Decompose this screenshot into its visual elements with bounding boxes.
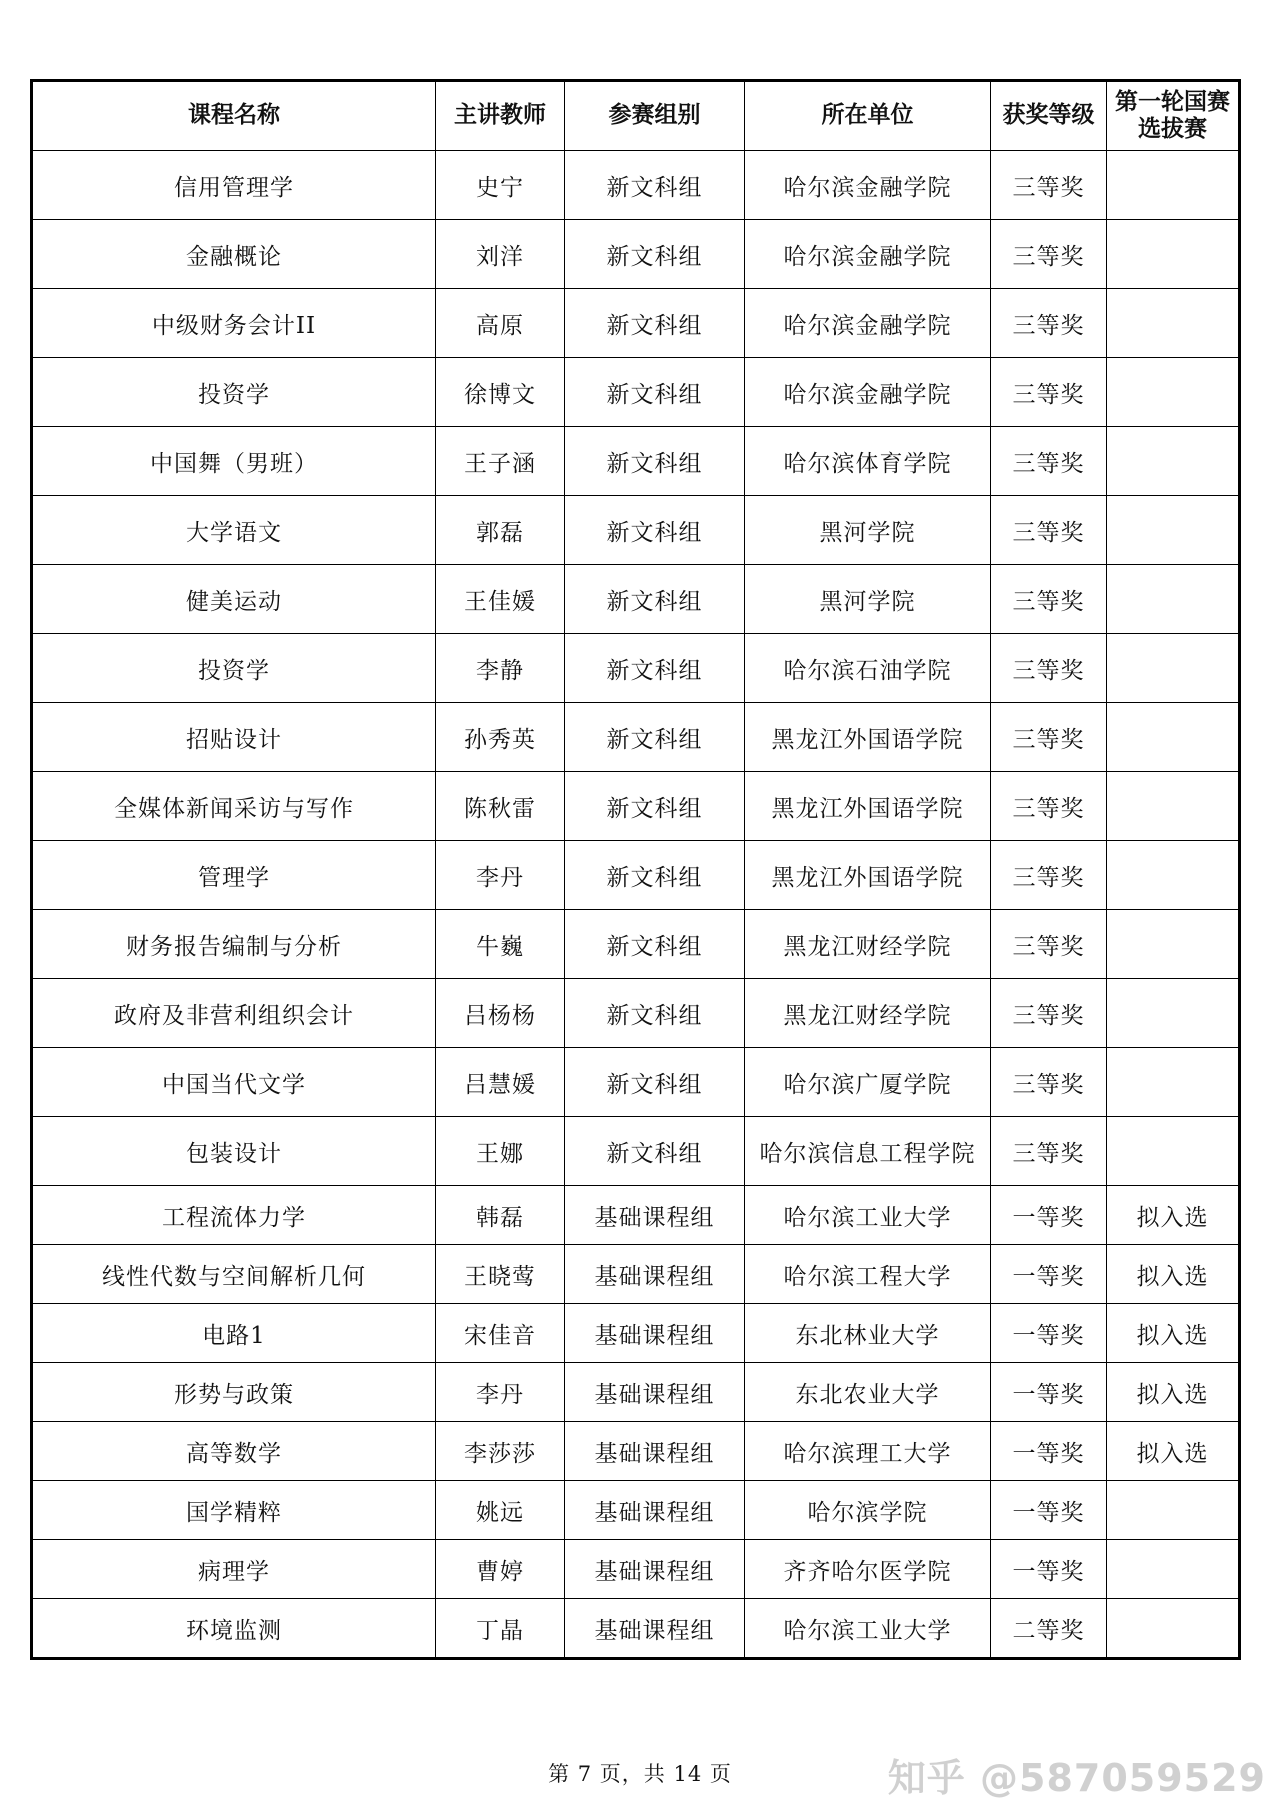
cell-award-level: 三等奖: [991, 1048, 1107, 1117]
cell-national-selection: [1107, 289, 1240, 358]
cell-award-level: 一等奖: [991, 1363, 1107, 1422]
cell-course-name: 中国舞（男班）: [32, 427, 436, 496]
cell-award-level: 三等奖: [991, 979, 1107, 1048]
cell-teacher: 吕慧媛: [436, 1048, 565, 1117]
cell-teacher: 王晓莺: [436, 1245, 565, 1304]
cell-national-selection: 拟入选: [1107, 1363, 1240, 1422]
table-row: [32, 427, 1240, 496]
cell-national-selection: [1107, 151, 1240, 220]
cell-course-name: 线性代数与空间解析几何: [32, 1245, 436, 1304]
cell-institution: 东北林业大学: [745, 1304, 991, 1363]
header-institution: 所在单位: [745, 81, 991, 151]
cell-institution: 黑龙江外国语学院: [745, 841, 991, 910]
table-row: [32, 1481, 1240, 1540]
cell-teacher: 史宁: [436, 151, 565, 220]
cell-national-selection: [1107, 1117, 1240, 1186]
cell-national-selection: [1107, 841, 1240, 910]
header-award-level: 获奖等级: [991, 81, 1107, 151]
cell-group: 新文科组: [565, 427, 745, 496]
cell-teacher: 刘洋: [436, 220, 565, 289]
cell-national-selection: [1107, 496, 1240, 565]
table-row: [32, 634, 1240, 703]
cell-institution: 哈尔滨信息工程学院: [745, 1117, 991, 1186]
header-row: [32, 81, 1240, 151]
cell-national-selection: 拟入选: [1107, 1422, 1240, 1481]
cell-group: 新文科组: [565, 565, 745, 634]
cell-group: 新文科组: [565, 703, 745, 772]
cell-course-name: 金融概论: [32, 220, 436, 289]
cell-group: 基础课程组: [565, 1363, 745, 1422]
cell-national-selection: 拟入选: [1107, 1186, 1240, 1245]
cell-institution: 哈尔滨工程大学: [745, 1245, 991, 1304]
cell-teacher: 韩磊: [436, 1186, 565, 1245]
cell-teacher: 李莎莎: [436, 1422, 565, 1481]
cell-course-name: 环境监测: [32, 1599, 436, 1659]
cell-award-level: 三等奖: [991, 634, 1107, 703]
cell-award-level: 三等奖: [991, 565, 1107, 634]
cell-award-level: 三等奖: [991, 772, 1107, 841]
cell-award-level: 二等奖: [991, 1599, 1107, 1659]
table-row: [32, 1599, 1240, 1659]
watermark: 知乎 @587059529: [887, 1756, 1266, 1800]
cell-group: 新文科组: [565, 220, 745, 289]
header-course-name: 课程名称: [32, 81, 436, 151]
cell-institution: 东北农业大学: [745, 1363, 991, 1422]
cell-course-name: 投资学: [32, 634, 436, 703]
cell-teacher: 王佳媛: [436, 565, 565, 634]
cell-course-name: 中级财务会计II: [32, 289, 436, 358]
cell-national-selection: 拟入选: [1107, 1245, 1240, 1304]
cell-group: 新文科组: [565, 151, 745, 220]
header-teacher: 主讲教师: [436, 81, 565, 151]
cell-institution: 哈尔滨金融学院: [745, 151, 991, 220]
cell-group: 新文科组: [565, 1048, 745, 1117]
table-row: [32, 1304, 1240, 1363]
cell-teacher: 姚远: [436, 1481, 565, 1540]
cell-national-selection: [1107, 358, 1240, 427]
table-row: [32, 979, 1240, 1048]
table-row: [32, 1422, 1240, 1481]
cell-award-level: 三等奖: [991, 289, 1107, 358]
cell-teacher: 宋佳音: [436, 1304, 565, 1363]
table-row: [32, 1363, 1240, 1422]
cell-teacher: 孙秀英: [436, 703, 565, 772]
cell-institution: 哈尔滨学院: [745, 1481, 991, 1540]
cell-national-selection: [1107, 634, 1240, 703]
cell-teacher: 吕杨杨: [436, 979, 565, 1048]
table-row: [32, 496, 1240, 565]
table-row: [32, 772, 1240, 841]
cell-group: 新文科组: [565, 772, 745, 841]
cell-award-level: 三等奖: [991, 358, 1107, 427]
cell-course-name: 投资学: [32, 358, 436, 427]
cell-national-selection: [1107, 565, 1240, 634]
table-body: [32, 151, 1240, 1659]
cell-course-name: 财务报告编制与分析: [32, 910, 436, 979]
cell-course-name: 电路1: [32, 1304, 436, 1363]
cell-teacher: 丁晶: [436, 1599, 565, 1659]
page-number: 第 7 页，共 14 页: [548, 1762, 732, 1786]
cell-course-name: 健美运动: [32, 565, 436, 634]
cell-teacher: 李丹: [436, 1363, 565, 1422]
cell-teacher: 李丹: [436, 841, 565, 910]
cell-course-name: 国学精粹: [32, 1481, 436, 1540]
cell-group: 基础课程组: [565, 1540, 745, 1599]
cell-award-level: 一等奖: [991, 1422, 1107, 1481]
cell-course-name: 大学语文: [32, 496, 436, 565]
cell-teacher: 王子涵: [436, 427, 565, 496]
table-row: [32, 841, 1240, 910]
table-row: [32, 1245, 1240, 1304]
header-national-selection: 第一轮国赛选拔赛: [1107, 81, 1240, 151]
cell-group: 基础课程组: [565, 1186, 745, 1245]
table-row: [32, 220, 1240, 289]
table-row: [32, 703, 1240, 772]
cell-course-name: 高等数学: [32, 1422, 436, 1481]
cell-group: 新文科组: [565, 1117, 745, 1186]
cell-teacher: 牛巍: [436, 910, 565, 979]
cell-award-level: 一等奖: [991, 1481, 1107, 1540]
cell-group: 基础课程组: [565, 1304, 745, 1363]
cell-national-selection: [1107, 1540, 1240, 1599]
table-row: [32, 151, 1240, 220]
cell-course-name: 病理学: [32, 1540, 436, 1599]
cell-course-name: 全媒体新闻采访与写作: [32, 772, 436, 841]
cell-course-name: 招贴设计: [32, 703, 436, 772]
cell-group: 基础课程组: [565, 1481, 745, 1540]
cell-institution: 哈尔滨工业大学: [745, 1186, 991, 1245]
cell-group: 新文科组: [565, 910, 745, 979]
table-row: [32, 1186, 1240, 1245]
cell-course-name: 中国当代文学: [32, 1048, 436, 1117]
cell-award-level: 三等奖: [991, 220, 1107, 289]
cell-group: 基础课程组: [565, 1599, 745, 1659]
cell-institution: 黑龙江财经学院: [745, 910, 991, 979]
cell-institution: 黑龙江外国语学院: [745, 772, 991, 841]
cell-institution: 黑河学院: [745, 496, 991, 565]
cell-award-level: 一等奖: [991, 1304, 1107, 1363]
cell-award-level: 三等奖: [991, 910, 1107, 979]
cell-national-selection: [1107, 1481, 1240, 1540]
cell-award-level: 三等奖: [991, 496, 1107, 565]
cell-group: 新文科组: [565, 496, 745, 565]
cell-teacher: 陈秋雷: [436, 772, 565, 841]
cell-teacher: 高原: [436, 289, 565, 358]
cell-group: 新文科组: [565, 841, 745, 910]
cell-teacher: 郭磊: [436, 496, 565, 565]
cell-institution: 黑龙江外国语学院: [745, 703, 991, 772]
cell-award-level: 一等奖: [991, 1245, 1107, 1304]
cell-national-selection: [1107, 427, 1240, 496]
cell-institution: 哈尔滨体育学院: [745, 427, 991, 496]
table-row: [32, 1048, 1240, 1117]
cell-institution: 哈尔滨金融学院: [745, 358, 991, 427]
cell-institution: 黑龙江财经学院: [745, 979, 991, 1048]
table-row: [32, 289, 1240, 358]
cell-award-level: 三等奖: [991, 427, 1107, 496]
table-row: [32, 565, 1240, 634]
table-row: [32, 1540, 1240, 1599]
award-table: [30, 79, 1241, 1660]
cell-institution: 哈尔滨工业大学: [745, 1599, 991, 1659]
cell-teacher: 李静: [436, 634, 565, 703]
cell-institution: 哈尔滨石油学院: [745, 634, 991, 703]
cell-award-level: 一等奖: [991, 1540, 1107, 1599]
cell-award-level: 三等奖: [991, 1117, 1107, 1186]
cell-award-level: 三等奖: [991, 151, 1107, 220]
cell-national-selection: [1107, 220, 1240, 289]
cell-institution: 黑河学院: [745, 565, 991, 634]
cell-group: 基础课程组: [565, 1245, 745, 1304]
cell-institution: 哈尔滨广厦学院: [745, 1048, 991, 1117]
cell-national-selection: [1107, 703, 1240, 772]
cell-national-selection: [1107, 1048, 1240, 1117]
cell-teacher: 徐博文: [436, 358, 565, 427]
cell-group: 新文科组: [565, 979, 745, 1048]
cell-group: 基础课程组: [565, 1422, 745, 1481]
cell-institution: 哈尔滨金融学院: [745, 220, 991, 289]
table-row: [32, 910, 1240, 979]
cell-course-name: 政府及非营利组织会计: [32, 979, 436, 1048]
table-row: [32, 358, 1240, 427]
cell-award-level: 一等奖: [991, 1186, 1107, 1245]
cell-national-selection: [1107, 772, 1240, 841]
cell-group: 新文科组: [565, 358, 745, 427]
cell-institution: 哈尔滨理工大学: [745, 1422, 991, 1481]
cell-course-name: 管理学: [32, 841, 436, 910]
cell-national-selection: [1107, 979, 1240, 1048]
cell-award-level: 三等奖: [991, 703, 1107, 772]
cell-institution: 哈尔滨金融学院: [745, 289, 991, 358]
cell-national-selection: 拟入选: [1107, 1304, 1240, 1363]
cell-teacher: 曹婷: [436, 1540, 565, 1599]
cell-course-name: 信用管理学: [32, 151, 436, 220]
cell-course-name: 工程流体力学: [32, 1186, 436, 1245]
cell-course-name: 形势与政策: [32, 1363, 436, 1422]
cell-group: 新文科组: [565, 634, 745, 703]
header-group: 参赛组别: [565, 81, 745, 151]
cell-course-name: 包装设计: [32, 1117, 436, 1186]
table-row: [32, 1117, 1240, 1186]
cell-national-selection: [1107, 910, 1240, 979]
cell-award-level: 三等奖: [991, 841, 1107, 910]
cell-teacher: 王娜: [436, 1117, 565, 1186]
cell-national-selection: [1107, 1599, 1240, 1659]
cell-institution: 齐齐哈尔医学院: [745, 1540, 991, 1599]
cell-group: 新文科组: [565, 289, 745, 358]
